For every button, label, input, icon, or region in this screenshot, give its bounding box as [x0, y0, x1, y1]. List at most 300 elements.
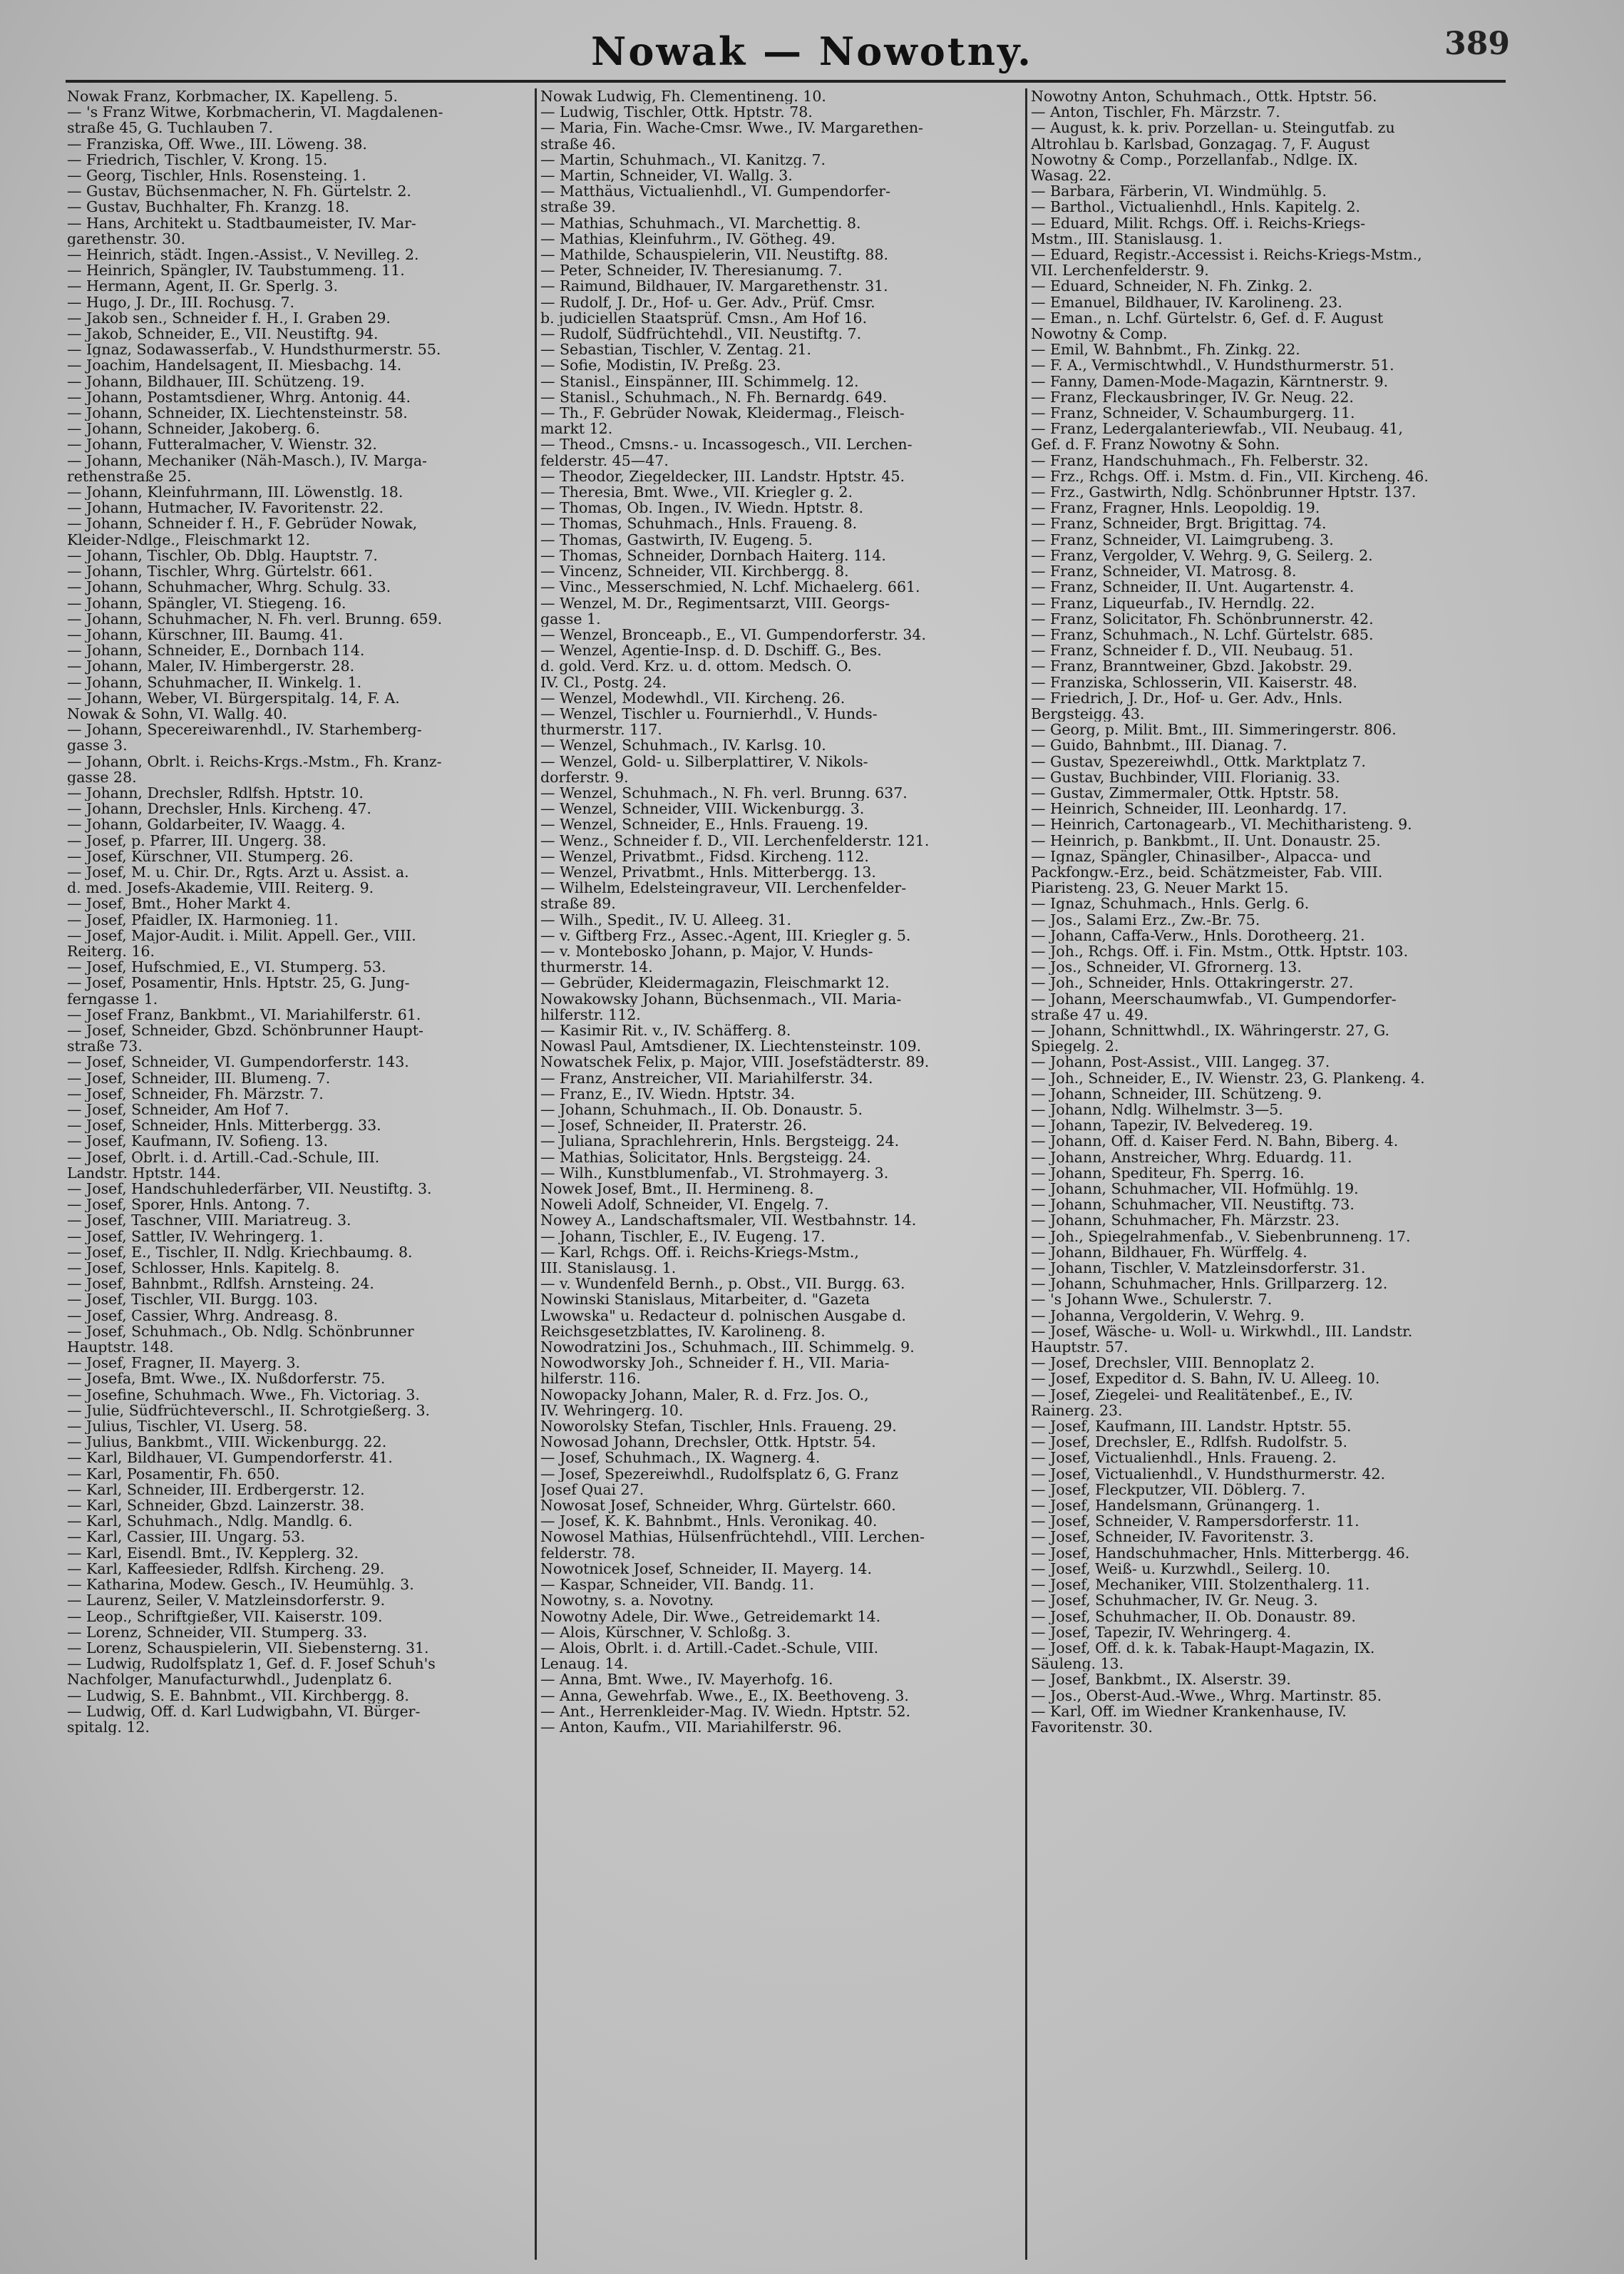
directory-entry-line: — Frz., Rchgs. Off. i. Mstm. d. Fin., VII. Kircheng. 46. [1031, 468, 1429, 485]
directory-entry-line: — Eduard, Milit. Rchgs. Off. i. Reichs-Kriegs- [1031, 215, 1366, 231]
directory-entry-line: Nowak Franz, Korbmacher, IX. Kapelleng. 5. [67, 88, 399, 105]
directory-entry-line: — Johann, Schuhmacher, VII. Hofmühlg. 19. [1031, 1181, 1359, 1197]
directory-entry-line: straße 45, G. Tuchlauben 7. [67, 120, 273, 136]
directory-entry-line: Nowotny Anton, Schuhmach., Ottk. Hptstr. 56. [1031, 88, 1377, 105]
directory-entry-line: — Johann, Drechsler, Rdlfsh. Hptstr. 10. [67, 784, 364, 801]
directory-entry-line: — Friedrich, J. Dr., Hof- u. Ger. Adv., Hnls. [1031, 690, 1343, 706]
directory-entry-line: — Wilh., Spedit., IV. U. Alleeg. 31. [540, 911, 792, 928]
directory-entry-line: — Th., F. Gebrüder Nowak, Kleidermag., Fleisch- [540, 405, 905, 421]
directory-entry-line: — Friedrich, Tischler, V. Krong. 15. [67, 151, 328, 168]
directory-entry-line: — Lorenz, Schneider, VII. Stumperg. 33. [67, 1624, 368, 1640]
page-header [0, 13, 1624, 77]
directory-entry-line: — Eduard, Schneider, N. Fh. Zinkg. 2. [1031, 278, 1313, 295]
directory-entry-line: — Karl, Kaffeesieder, Rdlfsh. Kircheng. 29. [67, 1560, 385, 1577]
directory-entry-line: — Wenzel, Schneider, E., Hnls. Fraueng. 19. [540, 816, 868, 833]
directory-entry-line: — Josef, E., Tischler, II. Ndlg. Kriechbaumg. 8. [67, 1244, 413, 1261]
directory-entry-line: — Franz, Solicitator, Fh. Schönbrunnerstr. 42. [1031, 610, 1374, 627]
directory-entry-line: — Gustav, Zimmermaler, Ottk. Hptstr. 58. [1031, 784, 1340, 801]
directory-entry-line: Hauptstr. 57. [1031, 1339, 1129, 1356]
directory-entry-line: Favoritenstr. 30. [1031, 1719, 1153, 1736]
directory-entry-line: — Ignaz, Schuhmach., Hnls. Gerlg. 6. [1031, 896, 1310, 912]
directory-entry-line: — Ant., Herrenkleider-Mag. IV. Wiedn. Hptstr. 52. [540, 1703, 911, 1719]
directory-entry-line: — Katharina, Modew. Gesch., IV. Heumühlg. 3. [67, 1577, 414, 1593]
directory-entry-line: Altrohlau b. Karlsbad, Gonzagag. 7, F. August [1031, 135, 1370, 152]
directory-entry-line: — Johann, Hutmacher, IV. Favoritenstr. 22. [67, 500, 384, 516]
directory-entry-line: Mstm., III. Stanislausg. 1. [1031, 230, 1223, 247]
directory-entry-line: — Wilh., Kunstblumenfab., VI. Strohmayerg. 3. [540, 1164, 889, 1182]
directory-entry-line: — Wenzel, Gold- u. Silberplattirer, V. Nikols- [540, 753, 868, 769]
directory-entry-line: — Johann, Maler, IV. Himbergerstr. 28. [67, 658, 355, 675]
column-divider-left [535, 88, 537, 2260]
directory-entry-line: d. gold. Verd. Krz. u. d. ottom. Medsch. O. [540, 658, 852, 675]
directory-entry-line: — Johann, Weber, VI. Bürgerspitalg. 14, F. A. [67, 690, 400, 706]
directory-entry-line: — Josef, Taschner, VIII. Mariatreug. 3. [67, 1212, 351, 1229]
directory-entry-line: — Gustav, Buchbinder, VIII. Florianig. 33. [1031, 769, 1340, 785]
directory-entry-line: — Johann, Schnittwhdl., IX. Währingerstr. 27, G. [1031, 1022, 1390, 1039]
directory-entry-line: — 's Johann Wwe., Schulerstr. 7. [1031, 1291, 1273, 1308]
directory-entry-line: — Eman., n. Lchf. Gürtelstr. 6, Gef. d. F. August [1031, 309, 1384, 327]
directory-entry-line: — Ignaz, Spängler, Chinasilber-, Alpacca- und [1031, 848, 1371, 864]
directory-entry-line: — Heinrich, p. Bankbmt., II. Unt. Donaustr. 25. [1031, 832, 1381, 849]
directory-entry-line: — Mathias, Kleinfuhrm., IV. Götheg. 49. [540, 230, 836, 247]
directory-entry-line: — Johann, Schneider, E., Dornbach 114. [67, 642, 365, 659]
directory-entry-line: — Martin, Schuhmach., VI. Kanitzg. 7. [540, 151, 826, 168]
directory-entry-line: — Josef, Wäsche- u. Woll- u. Wirkwhdl., III. Landstr. [1031, 1323, 1413, 1340]
column-divider-right [1025, 88, 1027, 2260]
directory-entry-line: Nowopacky Johann, Maler, R. d. Frz. Jos. O., [540, 1386, 869, 1403]
directory-entry-line: — Johann, Off. d. Kaiser Ferd. N. Bahn, Biberg. 4. [1031, 1133, 1399, 1149]
directory-entry-line: Nowodratzini Jos., Schuhmach., III. Schimmelg. 9. [540, 1339, 915, 1356]
directory-entry-line: — Johann, Schneider, Jakoberg. 6. [67, 421, 320, 437]
directory-entry-line: VII. Lerchenfelderstr. 9. [1031, 262, 1209, 279]
directory-entry-line: Nowasl Paul, Amtsdiener, IX. Liechtensteinstr. 109. [540, 1038, 922, 1055]
directory-entry-line: — Johann, Schuhmacher, Whrg. Schulg. 33. [67, 579, 391, 595]
directory-entry-line: — Josef, Drechsler, E., Rdlfsh. Rudolfstr. 5. [1031, 1434, 1348, 1450]
directory-entry-line: — Stanisl., Einspänner, III. Schimmelg. 12. [540, 373, 859, 389]
directory-entry-line: Josef Quai 27. [540, 1481, 644, 1498]
directory-entry-line: — August, k. k. priv. Porzellan- u. Steingutfab. zu [1031, 120, 1395, 136]
directory-entry-line: — Lorenz, Schauspielerin, VII. Siebensterng. 31. [67, 1639, 429, 1656]
directory-entry-line: Nowosel Mathias, Hülsenfrüchtehdl., VIII. Lerchen- [540, 1529, 925, 1545]
directory-entry-line: — Johann, Caffa-Verw., Hnls. Dorotheerg. 21. [1031, 927, 1365, 943]
directory-entry-line: — Josefa, Bmt. Wwe., IX. Nußdorferstr. 75. [67, 1371, 386, 1387]
directory-entry-line: — Johann, Kürschner, III. Baumg. 41. [67, 626, 344, 643]
directory-entry-line: — Franziska, Schlosserin, VII. Kaiserstr. 48. [1031, 674, 1357, 690]
directory-entry-line: — Johann, Tischler, Ob. Dblg. Hauptstr. 7. [67, 547, 378, 564]
directory-entry-line: — Matthäus, Victualienhdl., VI. Gumpendorfer- [540, 183, 891, 200]
directory-entry-line: felderstr. 45—47. [540, 452, 669, 468]
directory-entry-line: — Barbara, Färberin, VI. Windmühlg. 5. [1031, 183, 1327, 200]
directory-entry-line: — Ludwig, Tischler, Ottk. Hptstr. 78. [540, 104, 813, 121]
directory-entry-line: — Peter, Schneider, IV. Theresianumg. 7. [540, 262, 843, 279]
directory-entry-line: — Wenzel, Tischler u. Fournierhdl., V. Hunds- [540, 705, 878, 722]
directory-entry-line: — Josef, Cassier, Whrg. Andreasg. 8. [67, 1307, 339, 1323]
directory-entry-line: — Karl, Posamentir, Fh. 650. [67, 1465, 280, 1482]
directory-entry-line: — Johann, Bildhauer, Fh. Würffelg. 4. [1031, 1244, 1307, 1261]
directory-entry-line: rethenstraße 25. [67, 468, 192, 485]
directory-entry-line: gasse 3. [67, 737, 128, 754]
directory-entry-line: — Mathias, Solicitator, Hnls. Bergsteigg. 24. [540, 1149, 871, 1165]
directory-entry-line: — Johann, Postamtsdiener, Whrg. Antonig. 44. [67, 389, 411, 406]
directory-entry-line: — Juliana, Sprachlehrerin, Hnls. Bergsteigg. 24. [540, 1133, 900, 1149]
directory-entry-line: — Franz, Fleckausbringer, IV. Gr. Neug. 22. [1031, 389, 1354, 406]
directory-entry-line: — Julius, Tischler, VI. Userg. 58. [67, 1418, 308, 1435]
directory-entry-line: Bergsteigg. 43. [1031, 705, 1145, 722]
directory-entry-line: — Josef, Fragner, II. Mayerg. 3. [67, 1355, 301, 1371]
directory-entry-line: — Josef, Kaufmann, IV. Sofieng. 13. [67, 1133, 329, 1149]
directory-entry-line: — Johann, Goldarbeiter, IV. Waagg. 4. [67, 816, 346, 833]
directory-entry-line: — Josef, Weiß- u. Kurzwhdl., Seilerg. 10. [1031, 1560, 1331, 1577]
directory-entry-line: — Josef, Major-Audit. i. Milit. Appell. Ger., VIII. [67, 927, 416, 943]
directory-entry-line: — Franz, Schneider, Brgt. Brigittag. 74. [1031, 516, 1327, 532]
directory-entry-line: — Johann, Specereiwarenhdl., IV. Starhemberg- [67, 722, 422, 738]
directory-entry-line: — Josef, Bahnbmt., Rdlfsh. Arnsteing. 24. [67, 1276, 374, 1292]
directory-entry-line: — v. Giftberg Frz., Assec.-Agent, III. Kriegler g. 5. [540, 927, 911, 943]
directory-entry-line: dorferstr. 9. [540, 769, 629, 785]
directory-entry-line: Gef. d. F. Franz Nowotny & Sohn. [1031, 436, 1280, 453]
directory-entry-line: Nachfolger, Manufacturwhdl., Judenplatz 6. [67, 1671, 393, 1688]
directory-entry-line: — Johann, Mechaniker (Näh-Masch.), IV. Marga- [67, 452, 427, 468]
directory-entry-line: — Johann, Schuhmacher, Hnls. Grillparzerg. 12. [1031, 1276, 1388, 1292]
directory-entry-line: — Josef, Mechaniker, VIII. Stolzenthalerg. 11. [1031, 1577, 1370, 1593]
directory-entry-line: Nowosad Johann, Drechsler, Ottk. Hptstr. 54. [540, 1434, 876, 1450]
directory-entry-line: — Laurenz, Seiler, V. Matzleinsdorferstr. 9. [67, 1592, 386, 1609]
directory-entry-line: — Johann, Tapezir, IV. Belvedereg. 19. [1031, 1117, 1313, 1134]
directory-entry-line: — Franz, Schneider, V. Schaumburgerg. 11. [1031, 405, 1355, 421]
directory-entry-line: — Franz, Schneider, VI. Matrosg. 8. [1031, 563, 1297, 580]
directory-entry-line: — Julius, Bankbmt., VIII. Wickenburgg. 22. [67, 1434, 387, 1450]
directory-entry-line: — Karl, Schneider, Gbzd. Lainzerstr. 38. [67, 1497, 365, 1514]
header-rule [66, 80, 1506, 83]
directory-entry-line: — Josef, Obrlt. i. d. Artill.-Cad.-Schule, III. [67, 1149, 380, 1165]
directory-entry-line: — Josef, Schneider, VI. Gumpendorferstr. 143. [67, 1054, 409, 1070]
directory-entry-line: — Thomas, Schuhmach., Hnls. Fraueng. 8. [540, 516, 858, 532]
directory-entry-line: Lenaug. 14. [540, 1656, 629, 1672]
directory-entry-line: — Josef, Schneider, Am Hof 7. [67, 1102, 289, 1118]
directory-entry-line: — Josef, Schuhmach., IX. Wagnerg. 4. [540, 1450, 821, 1466]
directory-entry-line: — Joh., Schneider, E., IV. Wienstr. 23, G. Plankeng. 4. [1031, 1070, 1425, 1086]
directory-entry-line: — Thomas, Gastwirth, IV. Eugeng. 5. [540, 531, 813, 548]
directory-entry-line: — Josef, Schneider, Gbzd. Schönbrunner Haupt- [67, 1022, 423, 1039]
page-title: Nowak — Nowotny. [591, 29, 1033, 74]
directory-entry-line: — Karl, Bildhauer, VI. Gumpendorferstr. 41. [67, 1450, 393, 1466]
directory-entry-line: Noweli Adolf, Schneider, VI. Engelg. 7. [540, 1197, 829, 1213]
directory-entry-line: — Raimund, Bildhauer, IV. Margarethenstr. 31. [540, 278, 888, 295]
directory-entry-line: — Sofie, Modistin, IV. Preßg. 23. [540, 357, 781, 374]
directory-entry-line: — Johann, Meerschaumwfab., VI. Gumpendorfer- [1031, 990, 1397, 1007]
directory-entry-line: Nowodworsky Joh., Schneider f. H., VII. Maria- [540, 1355, 890, 1371]
directory-entry-line: gasse 1. [540, 610, 601, 627]
directory-entry-line: Nowatschek Felix, p. Major, VIII. Josefstädterstr. 89. [540, 1054, 930, 1070]
directory-entry-line: — Josef, Bankbmt., IX. Alserstr. 39. [1031, 1671, 1291, 1688]
directory-entry-line: — Wenzel, Schneider, VIII. Wickenburgg. 3. [540, 801, 865, 817]
directory-entry-line: straße 73. [67, 1038, 143, 1055]
directory-entry-line: hilferstr. 116. [540, 1371, 641, 1387]
directory-entry-line: Nowotny, s. a. Novotny. [540, 1592, 714, 1609]
directory-entry-line: — Anna, Gewehrfab. Wwe., E., IX. Beethoveng. 3. [540, 1687, 909, 1704]
directory-entry-line: straße 39. [540, 199, 616, 215]
directory-entry-line: — Theodor, Ziegeldecker, III. Landstr. Hptstr. 45. [540, 468, 905, 485]
directory-entry-line: — Thomas, Schneider, Dornbach Haiterg. 114. [540, 547, 886, 564]
directory-entry-line: Reiterg. 16. [67, 943, 155, 960]
directory-entry-line: — Anna, Bmt. Wwe., IV. Mayerhofg. 16. [540, 1671, 833, 1688]
directory-entry-line: — Johann, Schuhmacher, VII. Neustiftg. 73. [1031, 1197, 1355, 1213]
directory-entry-line: — Vinc., Messerschmied, N. Lchf. Michaelerg. 661. [540, 579, 920, 595]
directory-entry-line: thurmerstr. 117. [540, 722, 662, 738]
directory-entry-line: — Jos., Oberst-Aud.-Wwe., Whrg. Martinstr. 85. [1031, 1687, 1382, 1704]
directory-entry-line: — Franz, Schneider, II. Unt. Augartenstr. 4. [1031, 579, 1355, 595]
directory-entry-line: thurmerstr. 14. [540, 959, 653, 975]
directory-entry-line: — Rudolf, Südfrüchtehdl., VII. Neustiftg. 7. [540, 326, 862, 342]
directory-entry-line: — Jakob, Schneider, E., VII. Neustiftg. 94. [67, 326, 379, 342]
directory-entry-line: — Johann, Schneider, III. Schützeng. 9. [1031, 1085, 1322, 1102]
directory-entry-line: straße 47 u. 49. [1031, 1006, 1148, 1023]
directory-entry-line: — Emanuel, Bildhauer, IV. Karolineng. 23. [1031, 294, 1342, 310]
directory-entry-line: — Ignaz, Sodawasserfab., V. Hundsthurmerstr. 55. [67, 342, 441, 358]
directory-entry-line: — Vincenz, Schneider, VII. Kirchbergg. 8. [540, 563, 849, 580]
directory-entry-line: — Josef, Handschuhlederfärber, VII. Neustiftg. 3. [67, 1181, 432, 1197]
directory-entry-line: — Wilhelm, Edelsteingraveur, VII. Lerchenfelder- [540, 880, 907, 896]
directory-entry-line: — Josef, Schuhmacher, IV. Gr. Neug. 3. [1031, 1592, 1318, 1609]
directory-entry-line: Nowotnicek Josef, Schneider, II. Mayerg. 14. [540, 1560, 872, 1577]
directory-entry-line: — Johann, Futteralmacher, V. Wienstr. 32. [67, 436, 377, 453]
directory-entry-line: Nowey A., Landschaftsmaler, VII. Westbahnstr. 14. [540, 1212, 917, 1229]
directory-entry-line: — Franz, Schneider f. D., VII. Neubaug. 51. [1031, 642, 1354, 659]
directory-entry-line: — Hugo, J. Dr., III. Rochusg. 7. [67, 294, 295, 310]
directory-entry-line: — Heinrich, Cartonagearb., VI. Mechitharisteng. 9. [1031, 816, 1412, 833]
directory-entry-line: Spiegelg. 2. [1031, 1038, 1119, 1055]
directory-entry-line: Rainerg. 23. [1031, 1402, 1123, 1419]
directory-entry-line: — Franz, Handschuhmach., Fh. Felberstr. 32. [1031, 452, 1369, 468]
directory-entry-line: — Josef, Sporer, Hnls. Antong. 7. [67, 1197, 310, 1213]
directory-entry-line: — Fanny, Damen-Mode-Magazin, Kärntnerstr. 9. [1031, 373, 1389, 389]
directory-entry-line: — Karl, Eisendl. Bmt., IV. Kepplerg. 32. [67, 1545, 359, 1561]
directory-entry-line: — Emil, W. Bahnbmt., Fh. Zinkg. 22. [1031, 342, 1300, 358]
directory-entry-line: straße 89. [540, 896, 616, 912]
directory-entry-line: — Josef, Expeditor d. S. Bahn, IV. U. Alleeg. 10. [1031, 1371, 1380, 1387]
directory-entry-line: — Josef, Schuhmacher, II. Ob. Donaustr. 89. [1031, 1608, 1356, 1624]
directory-entry-line: — Johann, Anstreicher, Whrg. Eduardg. 11. [1031, 1149, 1352, 1165]
directory-entry-line: — Johann, Spängler, VI. Stiegeng. 16. [67, 595, 346, 611]
directory-entry-line: — Josef, Schneider, Hnls. Mitterbergg. 33. [67, 1117, 381, 1134]
directory-entry-line: Kleider-Ndlge., Fleischmarkt 12. [67, 531, 310, 548]
directory-entry-line: Nowotny & Comp. [1031, 326, 1168, 342]
directory-entry-line: — Josef, Schuhmach., Ob. Ndlg. Schönbrunner [67, 1323, 414, 1340]
directory-entry-line: — Josef, Victualienhdl., Hnls. Fraueng. 2. [1031, 1450, 1337, 1466]
directory-entry-line: — Johann, Tischler, E., IV. Eugeng. 17. [540, 1228, 826, 1244]
directory-entry-line: — Gebrüder, Kleidermagazin, Fleischmarkt 12. [540, 975, 890, 991]
directory-entry-line: IV. Cl., Postg. 24. [540, 674, 667, 690]
directory-entry-line: — v. Wundenfeld Bernh., p. Obst., VII. Burgg. 63. [540, 1276, 905, 1292]
directory-entry-line: — Josef, Schlosser, Hnls. Kapitelg. 8. [67, 1260, 340, 1276]
directory-entry-line: — Anton, Kaufm., VII. Mariahilferstr. 96. [540, 1719, 842, 1736]
directory-entry-line: — Johann, Tischler, V. Matzleinsdorferstr. 31. [1031, 1260, 1366, 1276]
directory-entry-line: — Josef, Schneider, IV. Favoritenstr. 3. [1031, 1529, 1314, 1545]
directory-entry-line: — Ludwig, S. E. Bahnbmt., VII. Kirchbergg. 8. [67, 1687, 409, 1704]
directory-entry-line: — 's Franz Witwe, Korbmacherin, VI. Magdalenen- [67, 104, 443, 121]
directory-entry-line: Reichsgesetzblattes, IV. Karolineng. 8. [540, 1323, 826, 1340]
directory-entry-line: — Josef, Schneider, III. Blumeng. 7. [67, 1070, 331, 1086]
directory-entry-line: — Kaspar, Schneider, VII. Bandg. 11. [540, 1577, 814, 1593]
directory-entry-line: — Josef Franz, Bankbmt., VI. Mariahilferstr. 61. [67, 1006, 421, 1023]
directory-entry-line: — Theod., Cmsns.- u. Incassogesch., VII. Lerchen- [540, 436, 913, 453]
directory-entry-line: — Franz, Schuhmach., N. Lchf. Gürtelstr. 685. [1031, 626, 1374, 643]
directory-entry-line: — Franziska, Off. Wwe., III. Löweng. 38. [67, 135, 367, 152]
directory-entry-line: — Franz, Schneider, VI. Laimgrubeng. 3. [1031, 531, 1334, 548]
directory-entry-line: — Josef, Tapezir, IV. Wehringerg. 4. [1031, 1624, 1292, 1640]
directory-entry-line: — Josef, Tischler, VII. Burgg. 103. [67, 1291, 318, 1308]
directory-entry-line: — Gustav, Büchsenmacher, N. Fh. Gürtelstr. 2. [67, 183, 411, 200]
directory-entry-line: — Josef, Bmt., Hoher Markt 4. [67, 896, 292, 912]
directory-entry-line: — Josef, K. K. Bahnbmt., Hnls. Veronikag. 40. [540, 1513, 878, 1530]
column-middle [540, 88, 1022, 2267]
directory-entry-line: — Johann, Post-Assist., VIII. Langeg. 37. [1031, 1054, 1330, 1070]
directory-entry-line: — Theresia, Bmt. Wwe., VII. Kriegler g. 2. [540, 484, 853, 501]
directory-entry-line: — Gustav, Buchhalter, Fh. Kranzg. 18. [67, 199, 350, 215]
directory-entry-line: — Josef, Posamentir, Hnls. Hptstr. 25, G. Jung- [67, 975, 410, 991]
directory-entry-line: Nowak & Sohn, VI. Wallg. 40. [67, 705, 287, 722]
directory-entry-line: — Maria, Fin. Wache-Cmsr. Wwe., IV. Margarethen- [540, 120, 923, 136]
directory-entry-line: — Josef, M. u. Chir. Dr., Rgts. Arzt u. Assist. a. [67, 864, 409, 881]
directory-entry-line: — Hermann, Agent, II. Gr. Sperlg. 3. [67, 278, 339, 295]
directory-entry-line: — Joh., Schneider, Hnls. Ottakringerstr. 27. [1031, 975, 1354, 991]
directory-entry-line: — Wenzel, Privatbmt., Hnls. Mitterbergg. 13. [540, 864, 876, 881]
directory-entry-line: — Alois, Obrlt. i. d. Artill.-Cadet.-Schule, VIII. [540, 1639, 879, 1656]
directory-entry-line: markt 12. [540, 421, 613, 437]
directory-entry-line: Nowek Josef, Bmt., II. Hermineng. 8. [540, 1181, 814, 1197]
directory-entry-line: — Josef, Off. d. k. k. Tabak-Haupt-Magazin, IX. [1031, 1639, 1375, 1656]
directory-entry-line: gasse 28. [67, 769, 137, 785]
directory-entry-line: — Hans, Architekt u. Stadtbaumeister, IV. Mar- [67, 215, 416, 231]
directory-entry-line: — Josef, Schneider, Fh. Märzstr. 7. [67, 1085, 324, 1102]
directory-entry-line: — F. A., Vermischtwhdl., V. Hundsthurmerstr. 51. [1031, 357, 1394, 374]
directory-entry-line: — Karl, Rchgs. Off. i. Reichs-Kriegs-Mstm., [540, 1244, 859, 1261]
column-right [1031, 88, 1513, 2267]
directory-entry-line: — Ludwig, Rudolfsplatz 1, Gef. d. F. Josef Schuh's [67, 1656, 436, 1672]
directory-entry-line: — Heinrich, Spängler, IV. Taubstummeng. 11. [67, 262, 405, 279]
directory-entry-line: — Josef, Schneider, V. Rampersdorferstr. 11. [1031, 1513, 1360, 1530]
directory-entry-line: — Alois, Kürschner, V. Schloßg. 3. [540, 1624, 791, 1640]
directory-entry-line: — Josef, Drechsler, VIII. Bennoplatz 2. [1031, 1355, 1315, 1371]
directory-entry-line: — Karl, Cassier, III. Ungarg. 53. [67, 1529, 305, 1545]
directory-entry-line: — Thomas, Ob. Ingen., IV. Wiedn. Hptstr. 8. [540, 500, 863, 516]
directory-entry-line: — Johann, Kleinfuhrmann, III. Löwenstlg. 18. [67, 484, 404, 501]
directory-entry-line: — Franz, Anstreicher, VII. Mariahilferstr. 34. [540, 1070, 873, 1086]
directory-entry-line: — Josef, Sattler, IV. Wehringerg. 1. [67, 1228, 324, 1244]
directory-entry-line: — Julie, Südfrüchteverschl., II. Schrotgießerg. 3. [67, 1402, 431, 1419]
directory-entry-line: — Joachim, Handelsagent, II. Miesbachg. 14. [67, 357, 402, 374]
directory-entry-line: — Johanna, Vergolderin, V. Wehrg. 9. [1031, 1307, 1305, 1323]
directory-entry-line: — Martin, Schneider, VI. Wallg. 3. [540, 168, 793, 184]
directory-entry-line: ferngasse 1. [67, 990, 158, 1007]
directory-entry-line: IV. Wehringerg. 10. [540, 1402, 684, 1419]
directory-entry-line: — Josef, Victualienhdl., V. Hundsthurmerstr. 42. [1031, 1465, 1386, 1482]
column-left [67, 88, 549, 2267]
directory-entry-line: — v. Montebosko Johann, p. Major, V. Hunds- [540, 943, 873, 960]
directory-entry-line: — Franz, E., IV. Wiedn. Hptstr. 34. [540, 1085, 796, 1102]
directory-entry-line: felderstr. 78. [540, 1545, 636, 1561]
directory-entry-line: Landstr. Hptstr. 144. [67, 1164, 221, 1182]
directory-entry-line: b. judiciellen Staatsprüf. Cmsn., Am Hof 16. [540, 309, 868, 327]
directory-entry-line: d. med. Josefs-Akademie, VIII. Reiterg. 9. [67, 880, 374, 896]
directory-entry-line: Lwowska" u. Redacteur d. polnischen Ausgabe d. [540, 1307, 906, 1323]
directory-entry-line: — Heinrich, städt. Ingen.-Assist., V. Nevilleg. 2. [67, 247, 419, 263]
directory-entry-line: — Jakob sen., Schneider f. H., I. Graben 29. [67, 309, 391, 327]
directory-entry-line: — Guido, Bahnbmt., III. Dianag. 7. [1031, 737, 1288, 754]
directory-entry-line: — Josef, Kaufmann, III. Landstr. Hptstr. 55. [1031, 1418, 1352, 1435]
directory-entry-line: — Johann, Schuhmacher, N. Fh. verl. Brunng. 659. [67, 610, 443, 627]
directory-entry-line: — Josef, Handelsmann, Grünangerg. 1. [1031, 1497, 1320, 1514]
directory-entry-line: — Wenzel, M. Dr., Regimentsarzt, VIII. Georgs- [540, 595, 890, 611]
directory-entry-line: — Wenzel, Schuhmach., IV. Karlsg. 10. [540, 737, 826, 754]
directory-entry-line: — Josef, Pfaidler, IX. Harmonieg. 11. [67, 911, 339, 928]
directory-entry-line: Nowotny Adele, Dir. Wwe., Getreidemarkt 14. [540, 1608, 881, 1624]
directory-entry-line: — Josef, Kürschner, VII. Stumperg. 26. [67, 848, 354, 864]
directory-entry-line: straße 46. [540, 135, 616, 152]
directory-entry-line: Hauptstr. 148. [67, 1339, 174, 1356]
directory-entry-line: — Stanisl., Schuhmach., N. Fh. Bernardg. 649. [540, 389, 888, 406]
directory-entry-line: — Johann, Tischler, Whrg. Gürtelstr. 661. [67, 563, 373, 580]
directory-entry-line: hilferstr. 112. [540, 1006, 641, 1023]
directory-entry-line: Nowak Ludwig, Fh. Clementineng. 10. [540, 88, 826, 105]
directory-entry-line: — Franz, Branntweiner, Gbzd. Jakobstr. 29. [1031, 658, 1352, 675]
directory-entry-line: — Wenzel, Agentie-Insp. d. D. Dschiff. G., Bes. [540, 642, 882, 659]
directory-entry-line: — Johann, Schuhmacher, II. Winkelg. 1. [67, 674, 362, 690]
directory-entry-line: — Heinrich, Schneider, III. Leonhardg. 17. [1031, 801, 1347, 817]
directory-entry-line: — Leop., Schriftgießer, VII. Kaiserstr. 109. [67, 1608, 383, 1624]
directory-entry-line: Nowosat Josef, Schneider, Whrg. Gürtelstr. 660. [540, 1497, 896, 1514]
directory-entry-line: — Josef, Fleckputzer, VII. Döblerg. 7. [1031, 1481, 1306, 1498]
directory-entry-line: garethenstr. 30. [67, 230, 185, 247]
directory-entry-line: Packfongw.-Erz., beid. Schätzmeister, Fab. VIII. [1031, 864, 1383, 881]
directory-entry-line: — Franz, Fragner, Hnls. Leopoldig. 19. [1031, 500, 1320, 516]
directory-entry-line: — Josef, Ziegelei- und Realitätenbef., E., IV. [1031, 1386, 1353, 1403]
directory-entry-line: — Josef, Hufschmied, E., VI. Stumperg. 53. [67, 959, 386, 975]
directory-entry-line: — Johann, Schneider f. H., F. Gebrüder Nowak, [67, 516, 418, 532]
directory-entry-line: — Karl, Schneider, III. Erdbergerstr. 12. [67, 1481, 365, 1498]
directory-entry-line: — Johann, Ndlg. Wilhelmstr. 3—5. [1031, 1102, 1283, 1118]
directory-entry-line: — Ludwig, Off. d. Karl Ludwigbahn, VI. Bürger- [67, 1703, 421, 1719]
directory-entry-line: Noworolsky Stefan, Tischler, Hnls. Fraueng. 29. [540, 1418, 897, 1435]
directory-entry-line: — Wenzel, Modewhdl., VII. Kircheng. 26. [540, 690, 846, 706]
directory-entry-line: Nowakowsky Johann, Büchsenmach., VII. Maria- [540, 990, 902, 1007]
directory-entry-line: — Karl, Off. im Wiedner Krankenhause, IV. [1031, 1703, 1347, 1719]
directory-entry-line: — Mathias, Schuhmach., VI. Marchettig. 8. [540, 215, 861, 231]
directory-entry-line: — Johann, Obrlt. i. Reichs-Krgs.-Mstm., Fh. Kranz- [67, 753, 442, 769]
directory-entry-line: Nowinski Stanislaus, Mitarbeiter, d. "Gazeta [540, 1291, 870, 1308]
directory-entry-line: — Josef, p. Pfarrer, III. Ungerg. 38. [67, 832, 327, 849]
directory-entry-line: — Frz., Gastwirth, Ndlg. Schönbrunner Hptstr. 137. [1031, 484, 1417, 501]
directory-entry-line: — Johann, Schuhmacher, Fh. Märzstr. 23. [1031, 1212, 1340, 1229]
directory-entry-line: Nowotny & Comp., Porzellanfab., Ndlge. IX. [1031, 151, 1358, 168]
directory-entry-line: — Josef, Schneider, II. Praterstr. 26. [540, 1117, 807, 1134]
directory-entry-line: — Rudolf, J. Dr., Hof- u. Ger. Adv., Prüf. Cmsr. [540, 294, 875, 310]
directory-entry-line: — Johann, Schuhmach., II. Ob. Donaustr. 5. [540, 1102, 863, 1118]
directory-entry-line: — Jos., Salami Erz., Zw.-Br. 75. [1031, 911, 1260, 928]
directory-entry-line: Piaristeng. 23, G. Neuer Markt 15. [1031, 880, 1289, 896]
directory-entry-line: III. Stanislausg. 1. [540, 1260, 677, 1276]
directory-entry-line: — Josef, Spezereiwhdl., Rudolfsplatz 6, G. Franz [540, 1465, 899, 1482]
directory-entry-line: — Josef, Handschuhmacher, Hnls. Mitterbergg. 46. [1031, 1545, 1410, 1561]
directory-entry-line: Wasag. 22. [1031, 168, 1112, 184]
directory-entry-line: — Franz, Ledergalanteriewfab., VII. Neubaug. 41, [1031, 421, 1403, 437]
directory-entry-line: — Wenzel, Privatbmt., Fidsd. Kircheng. 112. [540, 848, 869, 864]
directory-entry-line: — Georg, Tischler, Hnls. Rosensteing. 1. [67, 168, 366, 184]
directory-entry-line: — Anton, Tischler, Fh. Märzstr. 7. [1031, 104, 1280, 121]
directory-entry-line: — Franz, Liqueurfab., IV. Herndlg. 22. [1031, 595, 1315, 611]
directory-entry-line: — Joh., Rchgs. Off. i. Fin. Mstm., Ottk. Hptstr. 103. [1031, 943, 1409, 960]
directory-entry-line: — Johann, Bildhauer, III. Schützeng. 19. [67, 373, 365, 389]
